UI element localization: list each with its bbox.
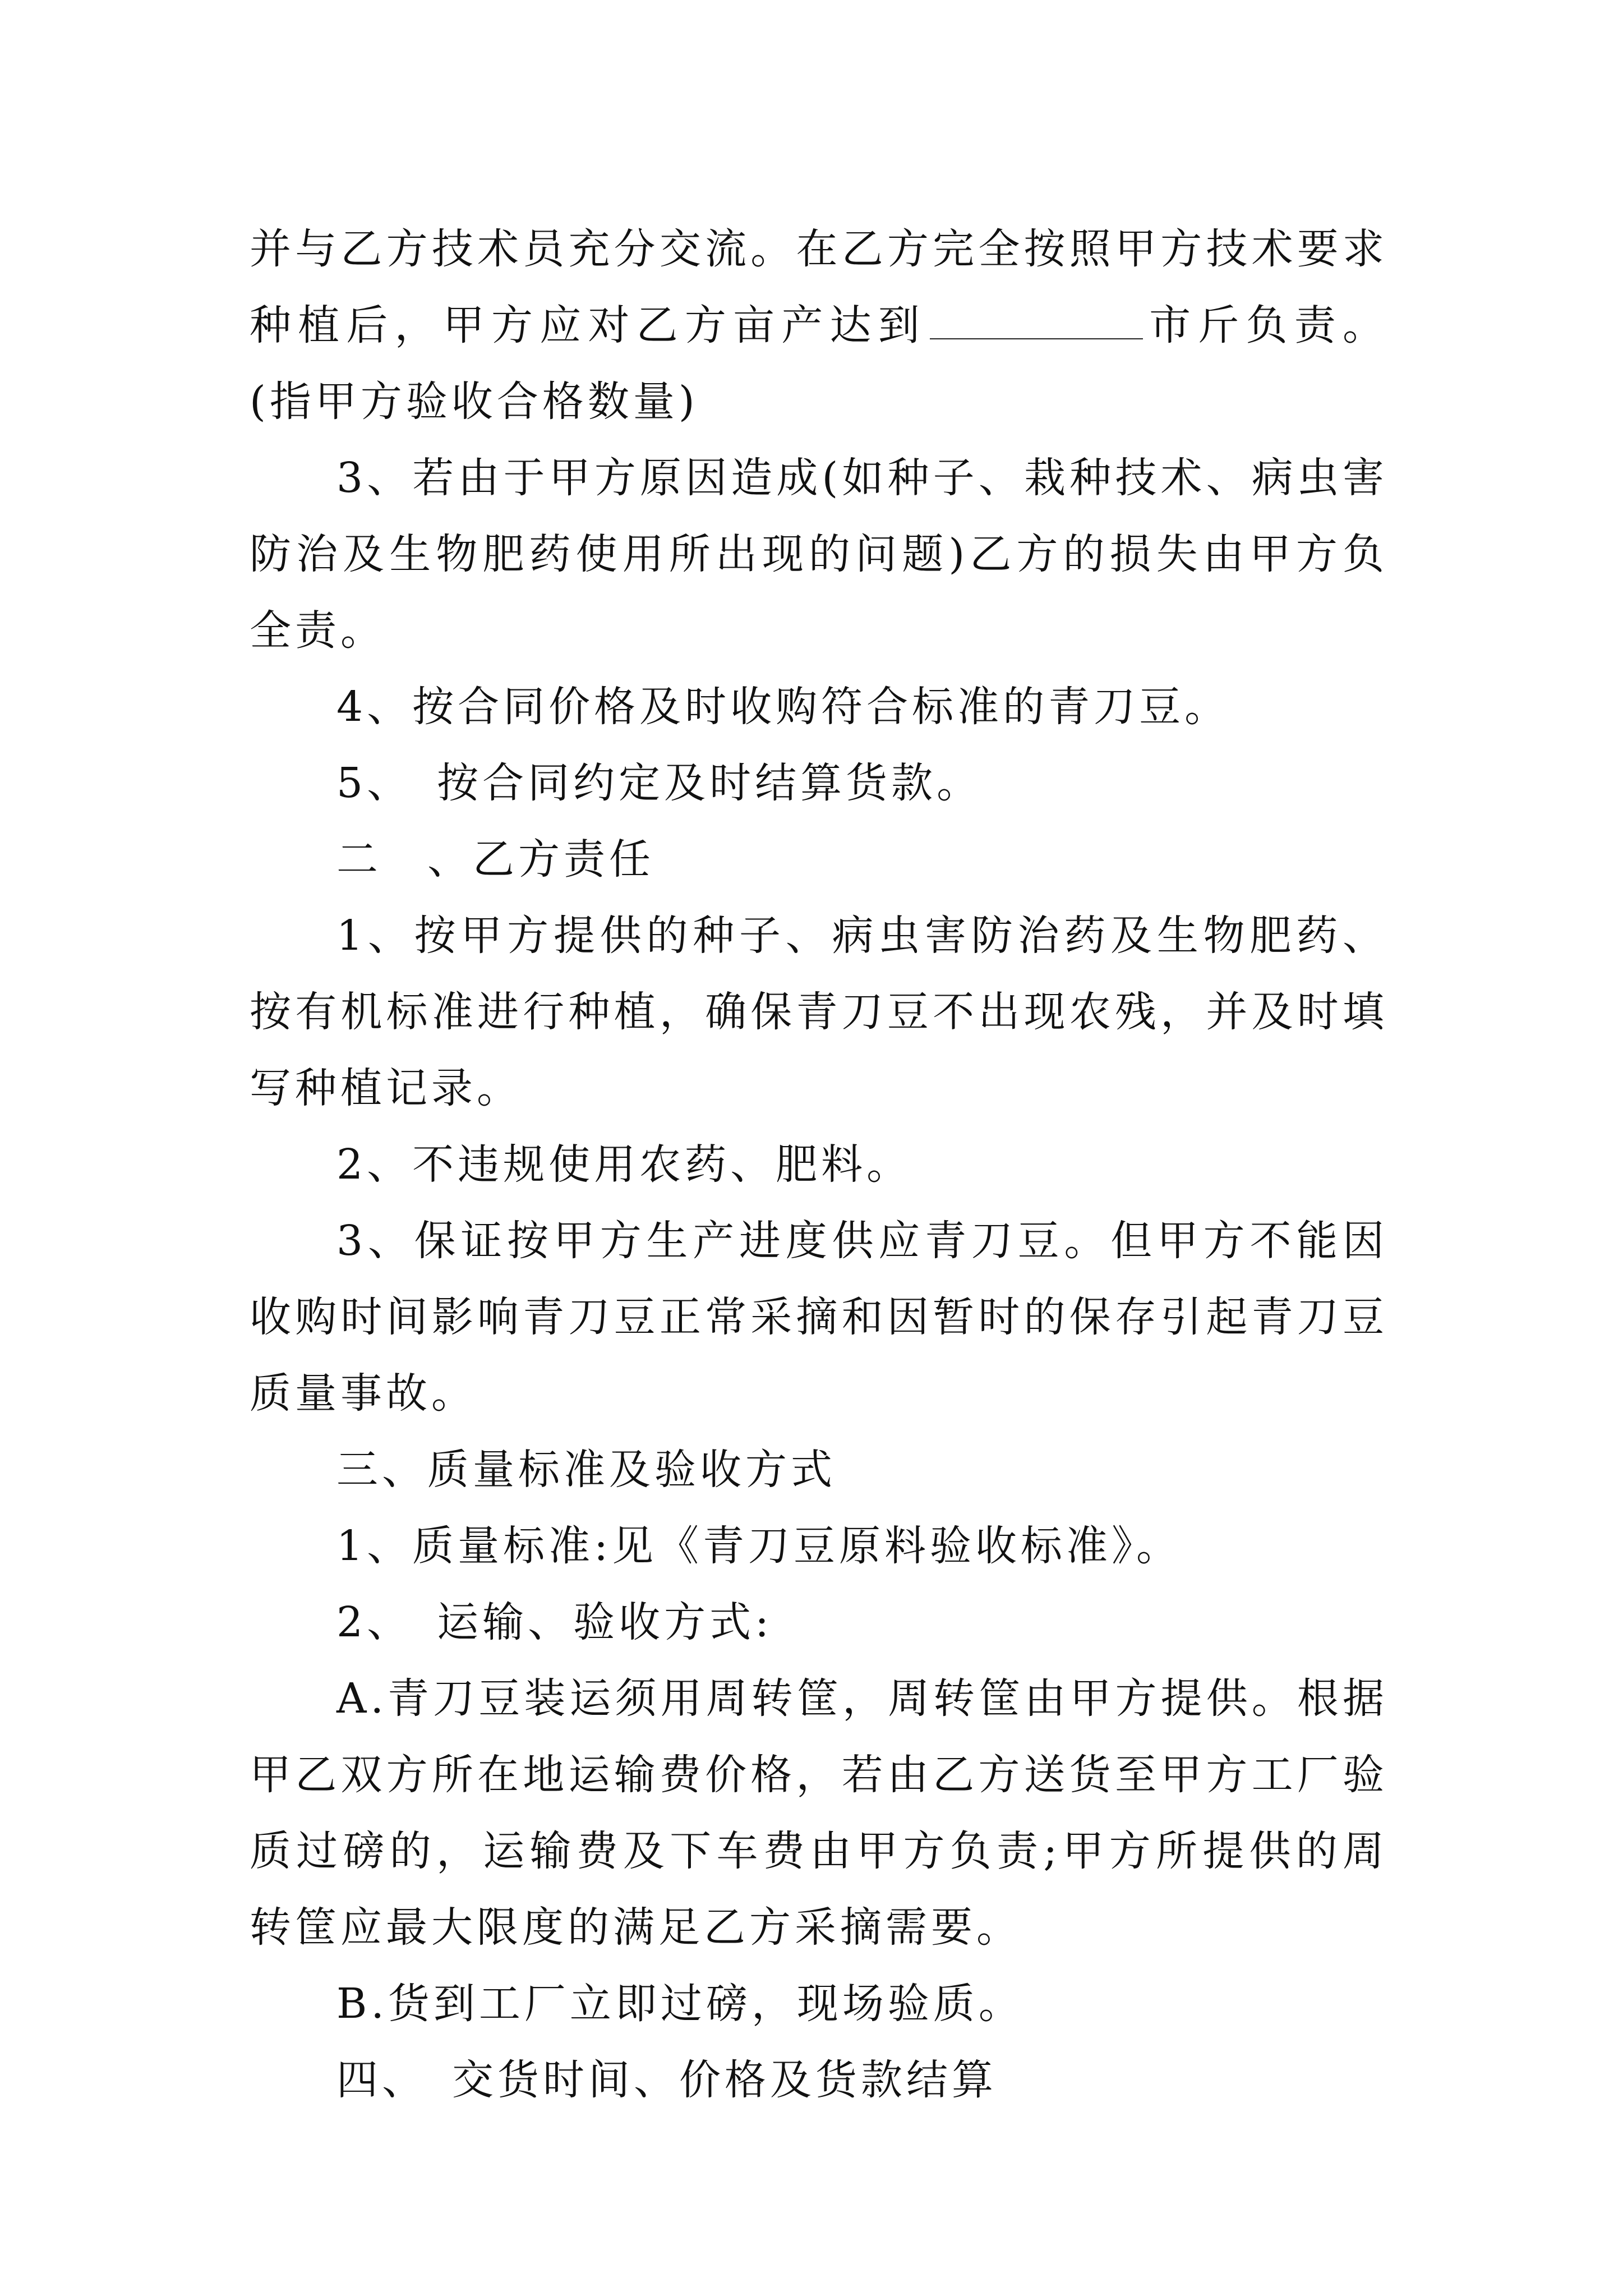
section-heading-party-b: 二 、乙方责任 [336, 835, 654, 884]
clause-b1-planting: 1、按甲方提供的种子、病虫害防治药及生物肥药、按有机标准进行种植，确保青刀豆不出现农残，并及时填写种植记录。 [250, 912, 1388, 1112]
clause-5-settlement: 5、 按合同约定及时结算货款。 [336, 759, 983, 807]
clause-a-packaging: A.青刀豆装运须用周转筐，周转筐由甲方提供。根据甲乙双方所在地运输费价格，若由乙方送货至甲方工厂验质过磅的，运输费及下车费由甲方负责;甲方所提供的周转筐应最大限度的满足乙方采摘需要。 [250, 1674, 1388, 1952]
fill-in-blank-yield [930, 299, 1143, 339]
clause-b3-supply: 3、保证按甲方生产进度供应青刀豆。但甲方不能因收购时间影响青刀豆正常采摘和因暂时的保存引起青刀豆质量事故。 [250, 1217, 1388, 1418]
section-heading-quality: 三、质量标准及验收方式 [336, 1446, 836, 1494]
clause-q2-transport: 2、 运输、验收方式: [336, 1598, 773, 1646]
clause-3-party-a-liability: 3、若由于甲方原因造成(如种子、栽种技术、病虫害防治及生物肥药使用所出现的问题)乙方的损失由甲方负全责。 [250, 454, 1388, 655]
clause-q1-standard: 1、质量标准:见《青刀豆原料验收标准》。 [336, 1522, 1182, 1570]
clause-b2-no-violation: 2、不违规使用农药、肥料。 [336, 1140, 912, 1189]
clause-b-weighing: B.货到工厂立即过磅，现场验质。 [336, 1980, 1024, 2028]
paragraph-text: 市斤负责。(指甲方验收合格数量) [250, 301, 1389, 426]
clause-4-purchase: 4、按合同价格及时收购符合标准的青刀豆。 [336, 683, 1230, 731]
document-body [250, 211, 1388, 2118]
paragraph-text: 并与乙方技术员充分交流。在乙方完全按照甲方技术要求种植后，甲方应对乙方亩产达到 [250, 225, 1388, 349]
section-heading-delivery: 四、 交货时间、价格及货款结算 [336, 2056, 997, 2104]
paragraph-continuation [250, 211, 1388, 440]
